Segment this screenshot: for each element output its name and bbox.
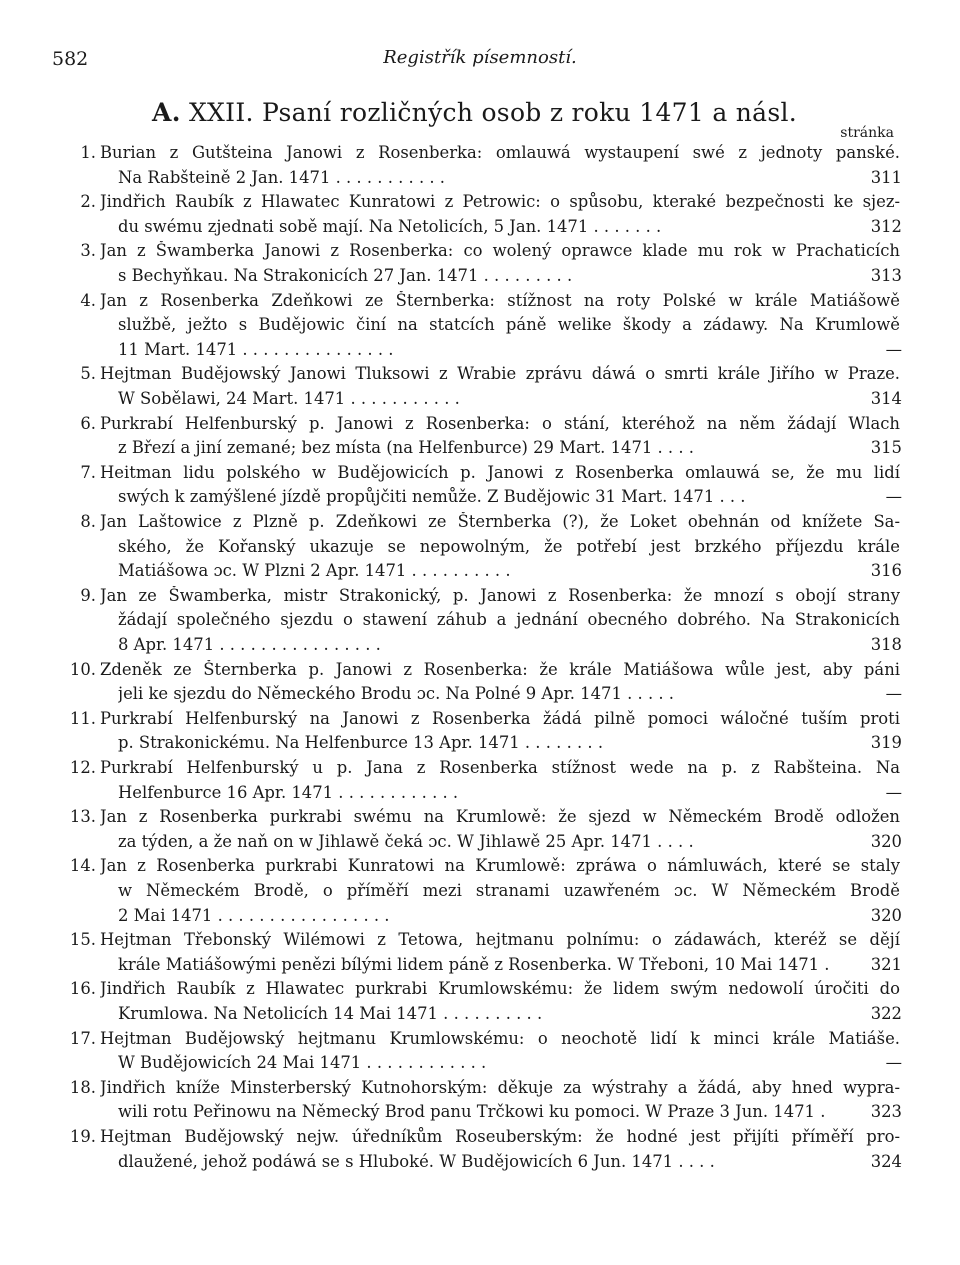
entry-line: W Budějowicích 24 Mai 1471 . . . . . . . . . . . .	[118, 1053, 487, 1073]
page-reference: 319	[870, 733, 902, 753]
entry-line: Purkrabí Helfenburský p. Janowi z Rosenberka: o stání, kteréhož na něm žádají Wlach	[100, 413, 900, 433]
entry-line: Purkrabí Helfenburský na Janowi z Rosenberka žádá pilně pomoci wáločné tuším proti	[100, 708, 900, 728]
page-reference: 322	[870, 1003, 902, 1023]
entry-line: Zdeněk ze Šternberka p. Janowi z Rosenberka: že krále Matiášowa wůle jest, aby páni	[100, 659, 900, 679]
entry-line: Jan z Rosenberka purkrabi Kunratowi na Krumlowě: zpráwa o námluwách, které se staly	[100, 856, 900, 876]
page-reference: 315	[870, 438, 902, 458]
entry-number: 1.	[80, 143, 96, 162]
entry-number: 14.	[69, 856, 96, 876]
entry-number: 13.	[69, 807, 96, 827]
entry-number: 17.	[69, 1028, 96, 1048]
entry-number: 10.	[69, 659, 96, 679]
page-reference: 324	[870, 1151, 902, 1171]
entry-number: 16.	[69, 979, 96, 999]
entry-number: 2.	[80, 192, 96, 212]
entry-line: za týden, a že naň on w Jihlawě čeká ɔc. W Jihlawě 25 Apr. 1471 . . . .	[118, 831, 694, 851]
page-reference: 313	[870, 265, 902, 285]
entry-number: 11.	[69, 708, 96, 728]
entry-line: w Německém Brodě, o příměří mezi stranami uzawřeném ɔc. W Německém Brodě	[118, 880, 900, 900]
entry-line: Jan z Šwamberka Janowi z Rosenberka: co wolený oprawce klade mu rok w Prachaticích	[100, 241, 900, 261]
page-reference: 321	[870, 954, 902, 974]
section-title-text: XXII. Psaní rozličných osob z roku 1471 a násl.	[188, 98, 798, 127]
entry-line: 11 Mart. 1471 . . . . . . . . . . . . . . .	[118, 339, 394, 359]
entry-number: 9.	[80, 585, 96, 605]
page-reference: —	[885, 339, 902, 359]
page-reference: 312	[870, 216, 902, 236]
entry-line: du swému zjednati sobě mají. Na Netolicích, 5 Jan. 1471 . . . . . . .	[118, 216, 662, 236]
entry-line: z Březí a jiní zemané; bez místa (na Helfenburce) 29 Mart. 1471 . . . .	[118, 438, 694, 458]
running-head: Registřík písemností.	[383, 47, 577, 68]
entry-line: 2 Mai 1471 . . . . . . . . . . . . . . . . .	[118, 905, 390, 925]
page-reference: 323	[870, 1102, 902, 1122]
entry-line: Purkrabí Helfenburský u p. Jana z Rosenberka stížnost wede na p. z Rabšteina. Na	[100, 758, 900, 777]
entry-line: Heitman lidu polského w Budějowicích p. Janowi z Rosenberka omlauwá se, že mu lidí	[100, 462, 900, 482]
entry-number: 4.	[80, 290, 96, 310]
entry-line: Jindřich kníže Minsterberský Kutnohorským: děkuje za wýstrahy a žádá, aby hned wypra-	[100, 1077, 900, 1097]
entry-number: 5.	[80, 364, 96, 384]
page-reference: —	[885, 487, 902, 507]
entry-number: 15.	[69, 930, 96, 950]
entry-line: jeli ke sjezdu do Německého Brodu ɔc. Na Polné 9 Apr. 1471 . . . . .	[118, 684, 674, 704]
page-reference: 311	[870, 167, 902, 187]
entry-line: dlaužené, jehož podáwá se s Hluboké. W Budějowicích 6 Jun. 1471 . . . .	[118, 1151, 715, 1171]
entry-line: 8 Apr. 1471 . . . . . . . . . . . . . . . .	[118, 634, 381, 654]
entry-line: swých k zamýšlené jízdě propůjčiti nemůže. Z Budějowic 31 Mart. 1471 . . .	[118, 487, 746, 507]
entry-line: Jan z Rosenberka purkrabi swému na Krumlowě: že sjezd w Německém Brodě odložen	[100, 807, 900, 827]
page-number: 582	[52, 48, 89, 70]
page-reference: —	[885, 684, 902, 704]
page-reference: 316	[870, 561, 902, 581]
entry-line: Hejtman Třebonský Wilémowi z Tetowa, hejtmanu polnímu: o zádawách, kteréž se dějí	[100, 930, 900, 950]
entry-line: W Sobělawi, 24 Mart. 1471 . . . . . . . . . . .	[118, 388, 460, 408]
entry-line: Jan z Rosenberka Zdeňkowi ze Šternberka: stížnost na roty Polské w krále Matiášowě	[100, 290, 900, 310]
entry-line: Burian z Gutšteina Janowi z Rosenberka: omlauwá wystaupení swé z jednoty panské.	[100, 143, 900, 162]
page-reference: 320	[870, 905, 902, 925]
page-reference: —	[885, 1053, 902, 1073]
entry-line: Jan Laštowice z Plzně p. Zdeňkowi ze Šternberka (?), že Loket obehnán od knížete Sa-	[100, 512, 900, 531]
entry-line: wili rotu Peřinowu na Německý Brod panu Trčkowi ku pomoci. W Praze 3 Jun. 1471 .	[118, 1102, 826, 1122]
entry-line: Hejtman Budějowský Janowi Tluksowi z Wrabie zprávu dáwá o smrti krále Jiřího w Praze.	[100, 364, 900, 384]
entry-line: Hejtman Budějowský hejtmanu Krumlowskému: o neochotě lidí k minci krále Matiáše.	[100, 1028, 900, 1048]
entry-number: 7.	[80, 462, 96, 482]
entry-line: ského, že Kořanský ukazuje se nepowolným, že potřebí jest brzkého příjezdu krále	[118, 536, 900, 556]
entry-number: 18.	[69, 1077, 96, 1097]
entry-number: 19.	[69, 1127, 96, 1146]
entry-line: Helfenburce 16 Apr. 1471 . . . . . . . . . . . .	[118, 782, 459, 802]
entry-line: Krumlowa. Na Netolicích 14 Mai 1471 . . . . . . . . . .	[118, 1003, 543, 1023]
page-reference: —	[885, 782, 902, 802]
entry-line: žádají společného sjezdu o stawení záhub a jednání obecného dobrého. Na Strakonicích	[118, 610, 900, 630]
page-reference: 320	[870, 831, 902, 851]
entry-number: 12.	[69, 758, 96, 777]
entry-number: 6.	[80, 413, 96, 433]
entry-line: krále Matiášowými penězi bílými lidem páně z Rosenberka. W Třeboni, 10 Mai 1471 .	[118, 954, 830, 974]
entry-line: s Bechyňkau. Na Strakonicích 27 Jan. 1471 . . . . . . . . .	[118, 265, 573, 285]
entry-line: Matiášowa ɔc. W Plzni 2 Apr. 1471 . . . . . . . . . .	[118, 561, 511, 581]
entry-line: Hejtman Budějowský nejw. úředníkům Roseuberským: že hodné jest přijíti příměří pro-	[100, 1127, 900, 1146]
page-reference: 318	[870, 634, 902, 654]
entry-number: 8.	[80, 512, 96, 531]
section-title	[152, 98, 797, 127]
entry-line: Jindřich Raubík z Hlawatec Kunratowi z Petrowic: o spůsobu, kteraké bezpečnosti ke sjez-	[100, 192, 900, 212]
entry-line: Jan ze Šwamberka, mistr Strakonický, p. Janowi z Rosenberka: že mnozí s obojí strany	[100, 585, 900, 605]
column-header: stránka	[840, 125, 894, 141]
section-mark: A.	[152, 98, 181, 127]
entry-line: Na Rabšteině 2 Jan. 1471 . . . . . . . . . . .	[118, 167, 446, 187]
entry-line: službě, ježto s Budějowic činí na statcích páně welike škody a zádawy. Na Krumlowě	[118, 315, 900, 335]
entry-number: 3.	[80, 241, 96, 261]
entry-line: Jindřich Raubík z Hlawatec purkrabi Krumlowskému: že lidem swým nedowolí úročiti do	[100, 979, 900, 999]
entry-line: p. Strakonickému. Na Helfenburce 13 Apr. 1471 . . . . . . . .	[118, 733, 604, 753]
page-reference: 314	[870, 388, 902, 408]
